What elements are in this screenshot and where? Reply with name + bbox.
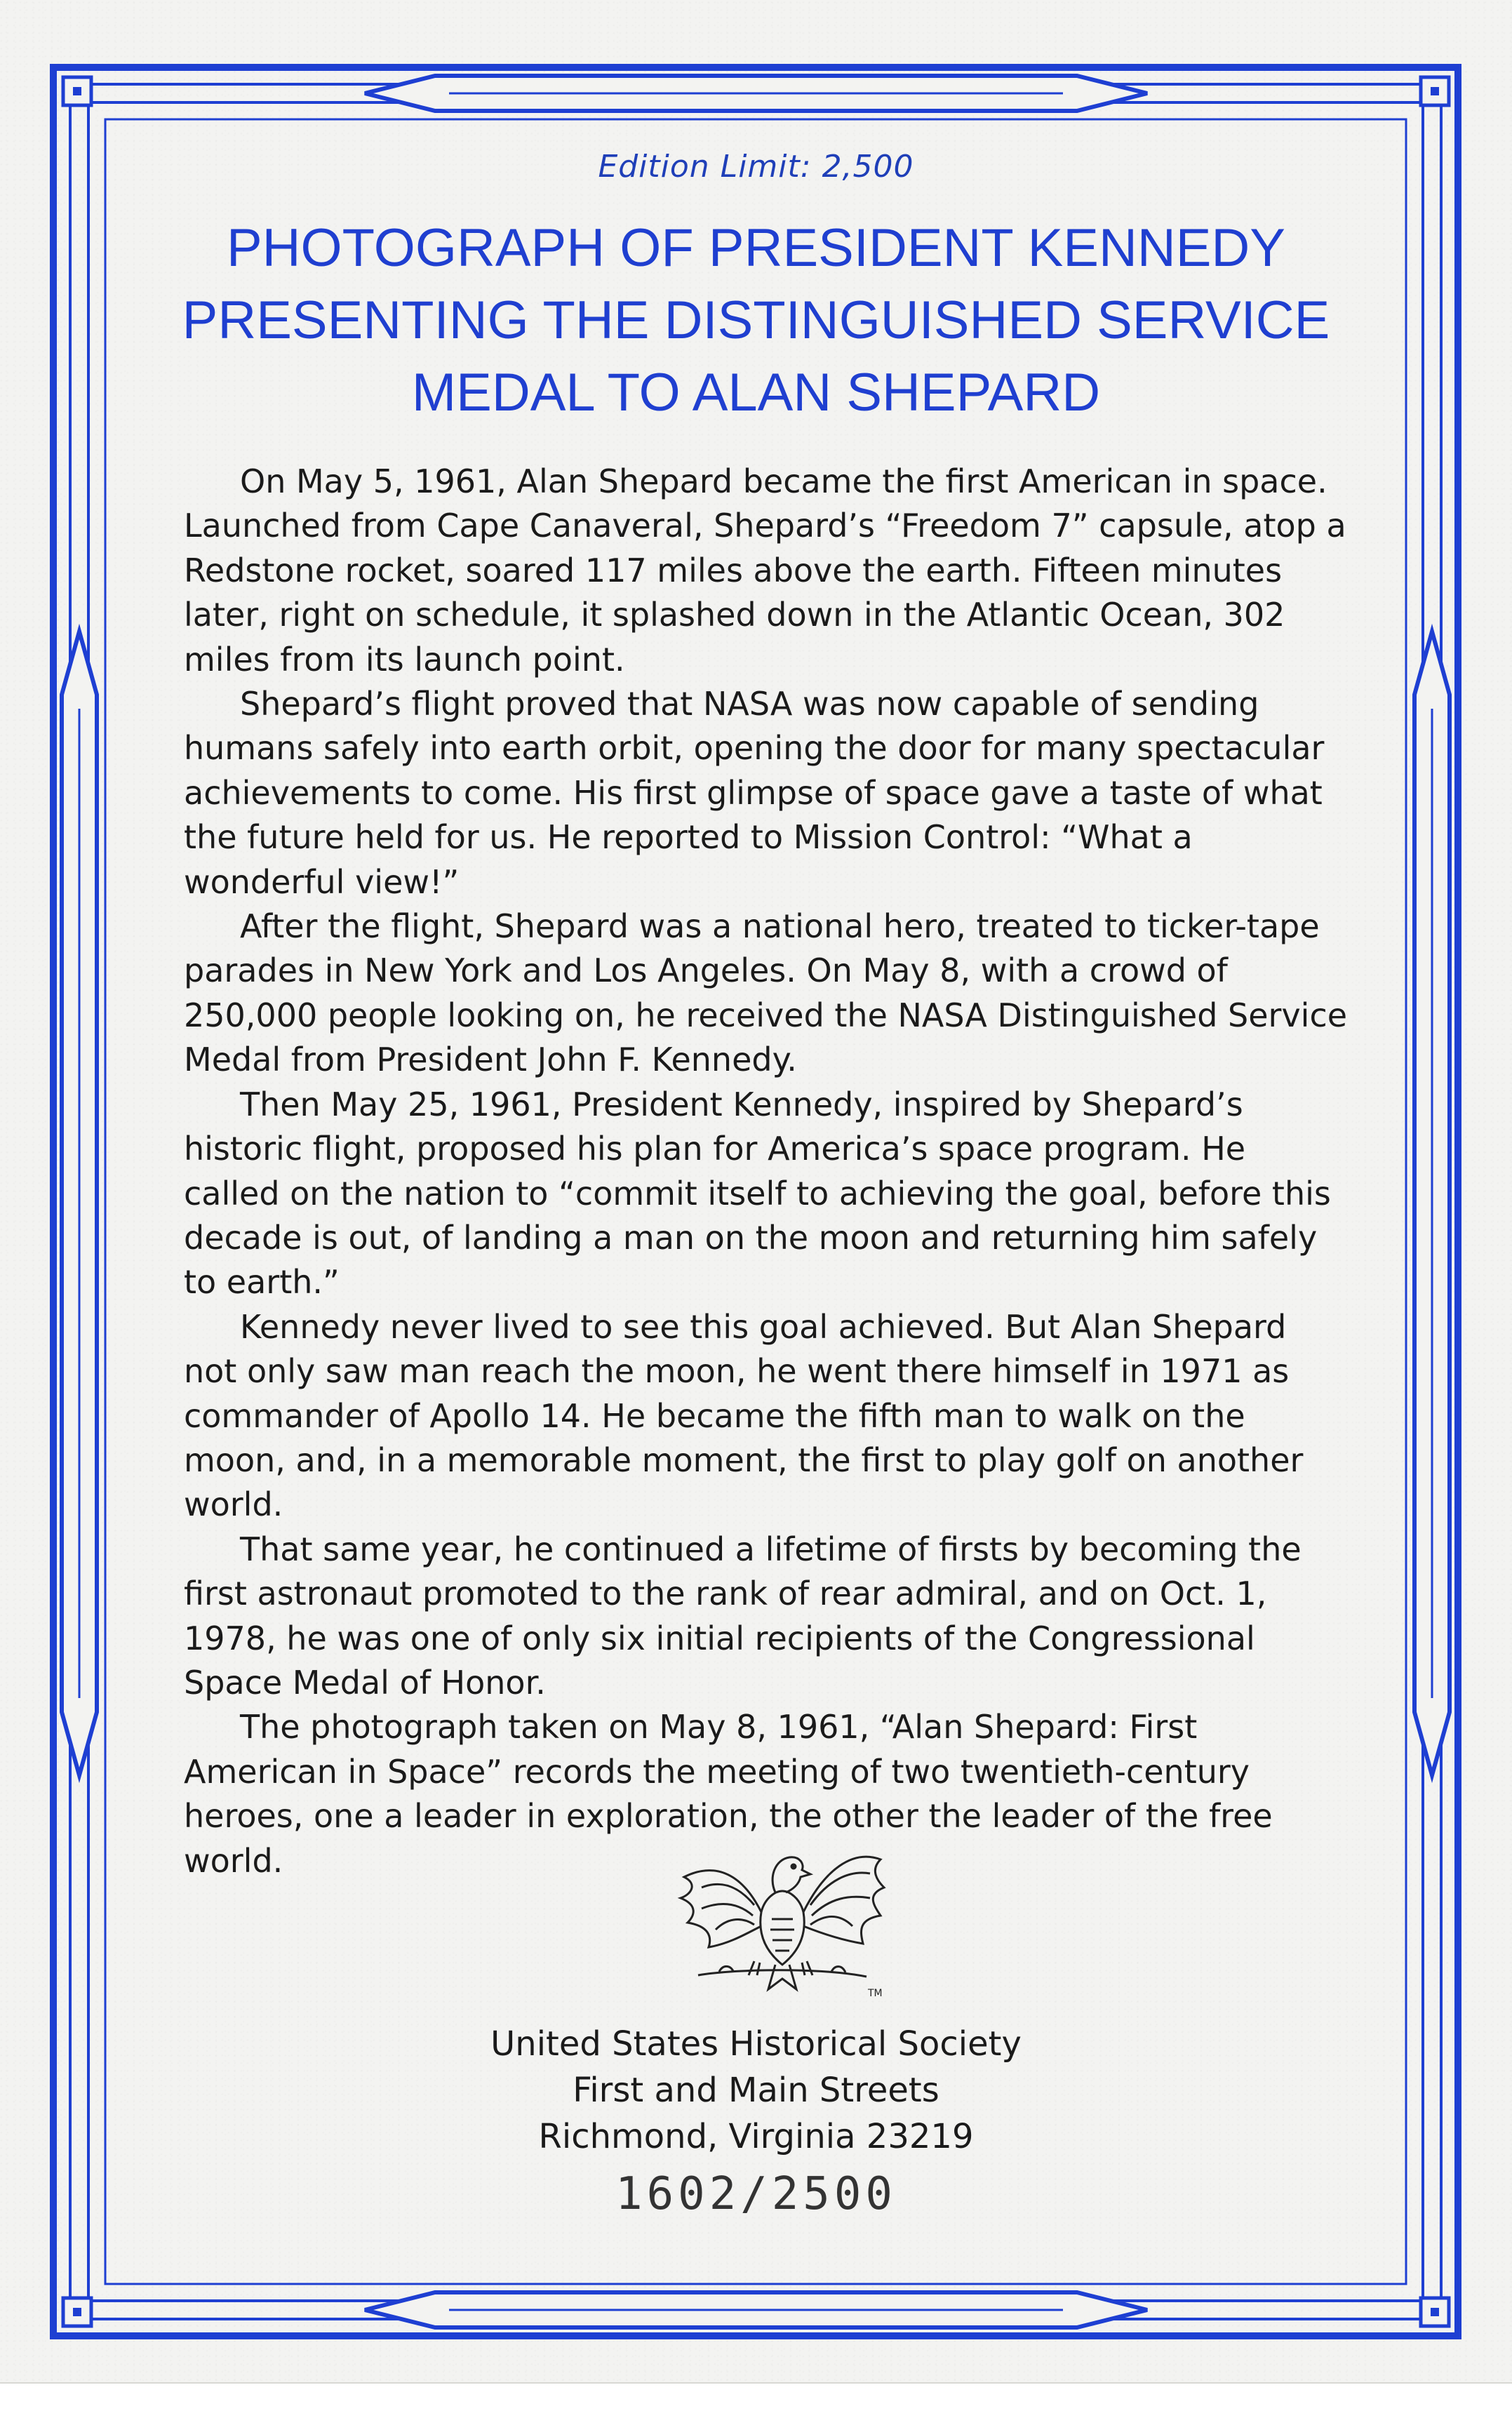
paragraph-7: The photograph taken on May 8, 1961, “Alan Shepard: First American in Space” records the meeting of two twentieth-century heroes, one a leader in exploration, the other the leader of the free world. xyxy=(184,1708,1273,1880)
address-line-3: Richmond, Virginia 23219 xyxy=(538,2117,974,2156)
paragraph-3: After the flight, Shepard was a national hero, treated to ticker-tape parades in New York and Los Angeles. On May 8, with a crowd of 250,000 people looking on, he received the NASA Distinguished Service Medal from President John F. Kennedy. xyxy=(184,907,1348,1079)
paragraph-4: Then May 25, 1961, President Kennedy, inspired by Shepard’s historic flight, proposed his plan for America’s space program. He called on the nation to “commit itself to achieving the goal, before this decade is out, of landing a man on the moon and returning him safely to earth.” xyxy=(184,1085,1331,1302)
title-line-3: MEDAL TO ALAN SHEPARD xyxy=(411,363,1101,422)
document-title xyxy=(140,212,1372,429)
paragraph-5: Kennedy never lived to see this goal achieved. But Alan Shepard not only saw man reach the moon, he went there himself in 1971 as commander of Apollo 14. He became the fifth man to walk on the moon, and, in a memorable moment, the first to play golf on another world. xyxy=(184,1307,1304,1524)
trademark-mark: TM xyxy=(868,1988,883,1999)
edition-limit: Edition Limit: 2,500 xyxy=(598,149,914,185)
address-line-2: First and Main Streets xyxy=(573,2071,939,2110)
eagle-icon xyxy=(670,1828,895,2003)
handwritten-edition-number: 1602/2500 xyxy=(615,2168,897,2220)
address-block xyxy=(0,2021,1512,2160)
title-line-2: PRESENTING THE DISTINGUISHED SERVICE xyxy=(182,290,1330,350)
title-line-1: PHOTOGRAPH OF PRESIDENT KENNEDY xyxy=(226,218,1285,278)
address-line-1: United States Historical Society xyxy=(490,2024,1022,2064)
paragraph-1: On May 5, 1961, Alan Shepard became the first American in space. Launched from Cape Canaveral, Shepard’s “Freedom 7” capsule, atop a Redstone rocket, soared 117 miles above the earth. Fifteen minutes later, right on schedule, it splashed down in the Atlantic Ocean, 302 miles from its launch point. xyxy=(184,462,1346,679)
paragraph-2: Shepard’s flight proved that NASA was now capable of sending humans safely into earth orbit, opening the door for many spectacular achievements to come. His first glimpse of space gave a taste of what the future held for us. He reported to Mission Control: “What a wonderful view!” xyxy=(184,685,1325,901)
body-text xyxy=(184,460,1349,1883)
paragraph-6: That same year, he continued a lifetime of firsts by becoming the first astronaut promoted to the rank of rear admiral, and on Oct. 1, 1978, he was one of only six initial recipients of the Congressional Space Medal of Honor. xyxy=(184,1530,1302,1702)
